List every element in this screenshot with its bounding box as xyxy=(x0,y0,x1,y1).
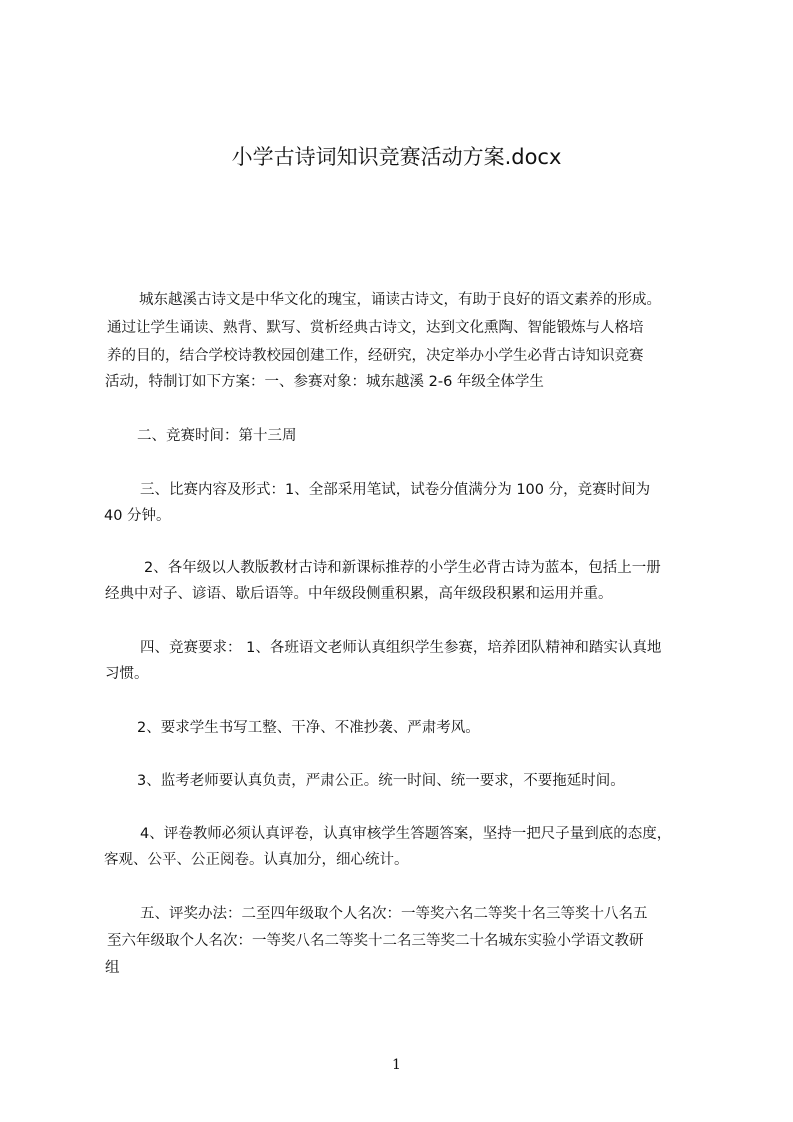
paragraph-1-line-4: 活动，特制订如下方案：一、参赛对象：城东越溪 2-6 年级全体学生 xyxy=(105,374,544,390)
paragraph-3-line-1: 三、比赛内容及形式：1、全部采用笔试，试卷分值满分为 100 分，竞赛时间为 xyxy=(140,482,651,498)
paragraph-6-line-1: 2、要求学生书写工整、干净、不准抄袭、严肃考风。 xyxy=(137,720,480,736)
paragraph-5-line-1: 四、竞赛要求： 1、各班语文老师认真组织学生参赛，培养团队精神和踏实认真地 xyxy=(140,640,662,656)
page-number: 1 xyxy=(392,1057,401,1073)
paragraph-8-line-2: 客观、公平、公正阅卷。认真加分，细心统计。 xyxy=(104,852,409,868)
paragraph-9-line-2: 至六年级取个人名次：一等奖八名二等奖十二名三等奖二十名城东实验小学语文教研 xyxy=(107,933,644,949)
paragraph-8-line-1: 4、评卷教师必须认真评卷，认真审核学生答题答案，坚持一把尺子量到底的态度， xyxy=(140,826,672,842)
paragraph-4-line-2: 经典中对子、谚语、歇后语等。中年级段侧重积累，高年级段积累和运用并重。 xyxy=(105,586,613,602)
paragraph-1-line-2: 通过让学生诵读、熟背、默写、赏析经典古诗文，达到文化熏陶、智能锻炼与人格培 xyxy=(107,320,644,336)
paragraph-9-line-3: 组 xyxy=(105,960,120,976)
document-title: 小学古诗词知识竞赛活动方案.docx xyxy=(231,145,562,169)
paragraph-7-line-1: 3、监考老师要认真负责，严肃公正。统一时间、统一要求，不要拖延时间。 xyxy=(137,773,625,789)
paragraph-9-line-1: 五、评奖办法：二至四年级取个人名次：一等奖六名二等奖十名三等奖十八名五 xyxy=(140,906,648,922)
paragraph-2-line-1: 二、竞赛时间：第十三周 xyxy=(137,428,297,444)
paragraph-1-line-1: 城东越溪古诗文是中华文化的瑰宝，诵读古诗文，有助于良好的语文素养的形成。 xyxy=(139,292,661,308)
paragraph-4-line-1: 2、各年级以人教版教材古诗和新课标推荐的小学生必背古诗为蓝本，包括上一册 xyxy=(144,560,661,576)
paragraph-3-line-2: 40 分钟。 xyxy=(104,508,171,524)
paragraph-5-line-2: 习惯。 xyxy=(105,666,149,682)
paragraph-1-line-3: 养的目的，结合学校诗教校园创建工作，经研究，决定举办小学生必背古诗知识竞赛 xyxy=(107,348,644,364)
